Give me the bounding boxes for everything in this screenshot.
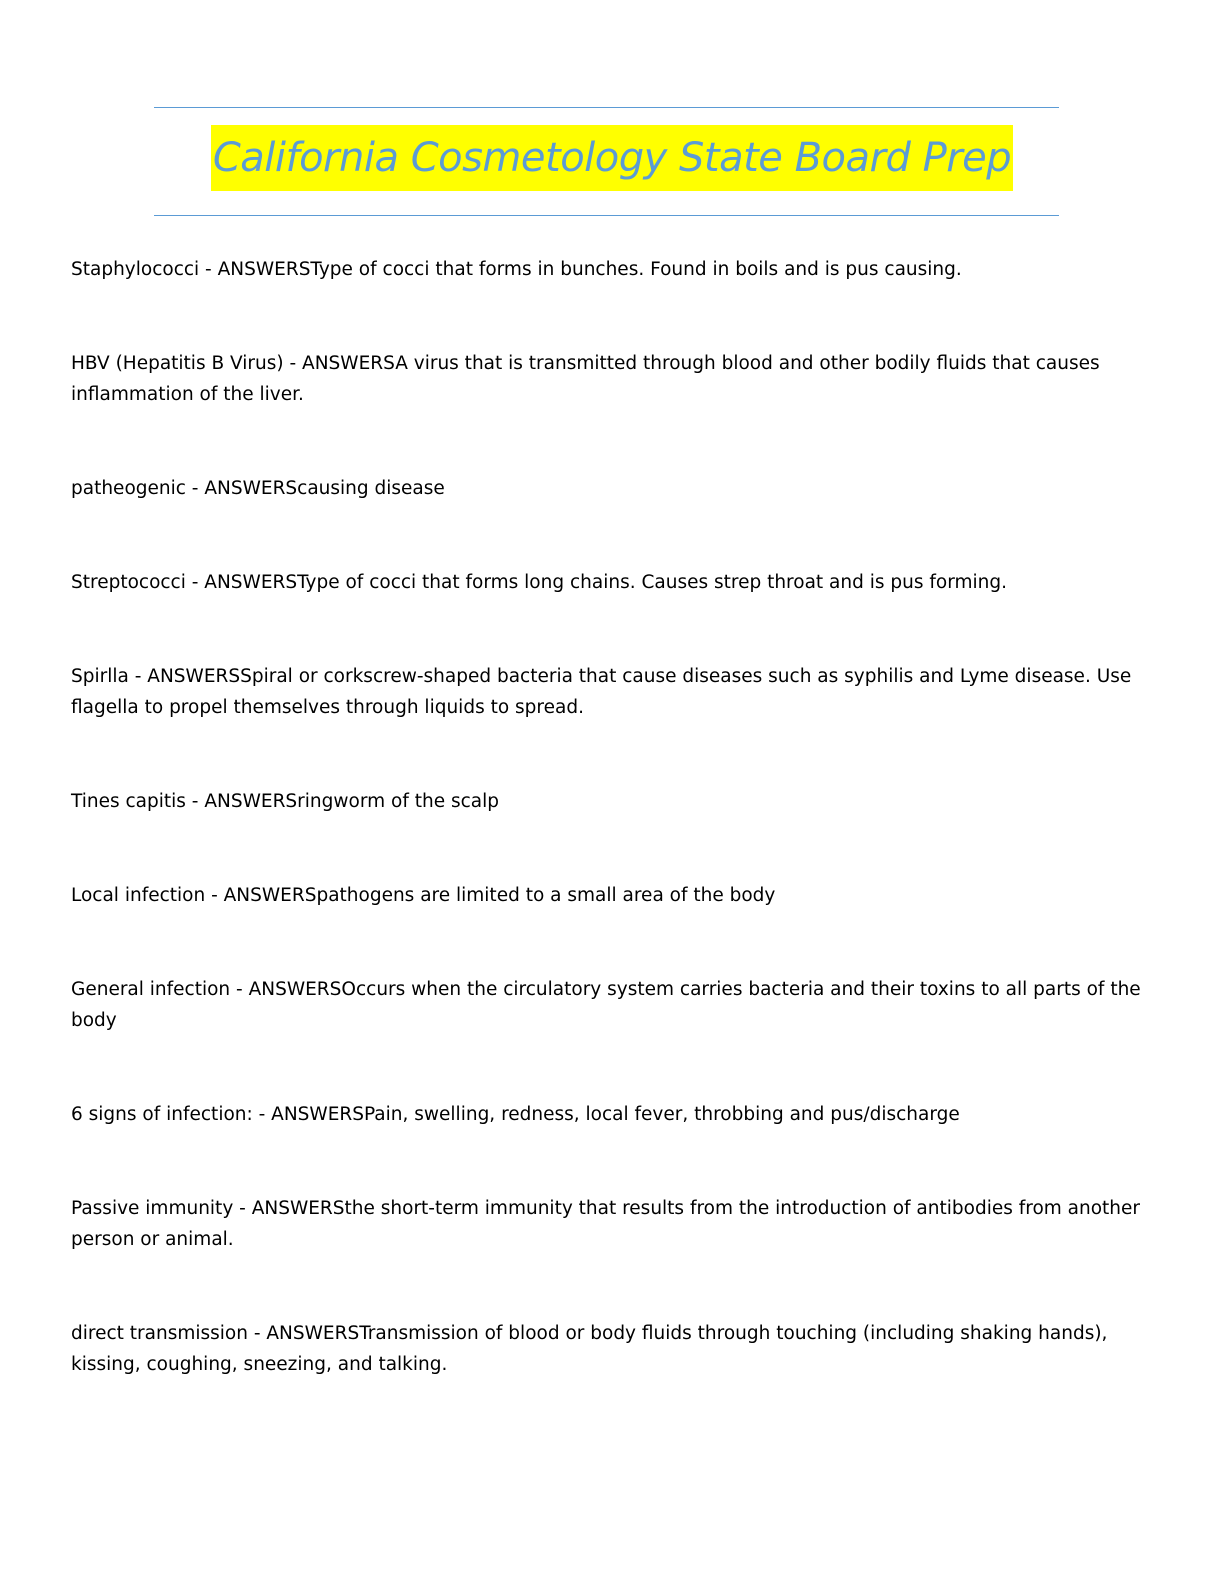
flashcard-entry: Streptococci - ANSWERSType of cocci that forms long chains. Causes strep throat and is pus forming. <box>71 572 1008 593</box>
title-bottom-rule <box>154 215 1059 216</box>
page-title: California Cosmetology State Board Prep <box>211 125 1013 191</box>
flashcard-entry: HBV (Hepatitis B Virus) - ANSWERSA virus that is transmitted through blood and other bodily fluids that causes inflammation of the liver. <box>71 353 1100 405</box>
title-top-rule <box>154 107 1059 108</box>
title-block <box>0 125 1224 191</box>
flashcard-entry: Passive immunity - ANSWERSthe short-term immunity that results from the introduction of antibodies from another person or animal. <box>71 1198 1141 1250</box>
flashcard-entry: Tines capitis - ANSWERSringworm of the scalp <box>71 791 500 812</box>
flashcard-entry: patheogenic - ANSWERScausing disease <box>71 478 445 499</box>
flashcard-entry: 6 signs of infection: - ANSWERSPain, swelling, redness, local fever, throbbing and pus/discharge <box>71 1104 960 1125</box>
flashcard-entry: General infection - ANSWERSOccurs when the circulatory system carries bacteria and their toxins to all parts of the body <box>71 979 1141 1031</box>
flashcard-entry: Local infection - ANSWERSpathogens are limited to a small area of the body <box>71 885 776 906</box>
flashcard-entry: Spirlla - ANSWERSSpiral or corkscrew-shaped bacteria that cause diseases such as syphilis and Lyme disease. Use flagella to propel themselves through liquids to spread. <box>71 666 1132 718</box>
flashcard-entry: direct transmission - ANSWERSTransmission of blood or body fluids through touching (including shaking hands), kissing, coughing, sneezing, and talking. <box>71 1323 1108 1375</box>
flashcard-entry: Staphylococci - ANSWERSType of cocci that forms in bunches. Found in boils and is pus causing. <box>71 259 962 280</box>
flashcard-list <box>71 254 1151 1380</box>
